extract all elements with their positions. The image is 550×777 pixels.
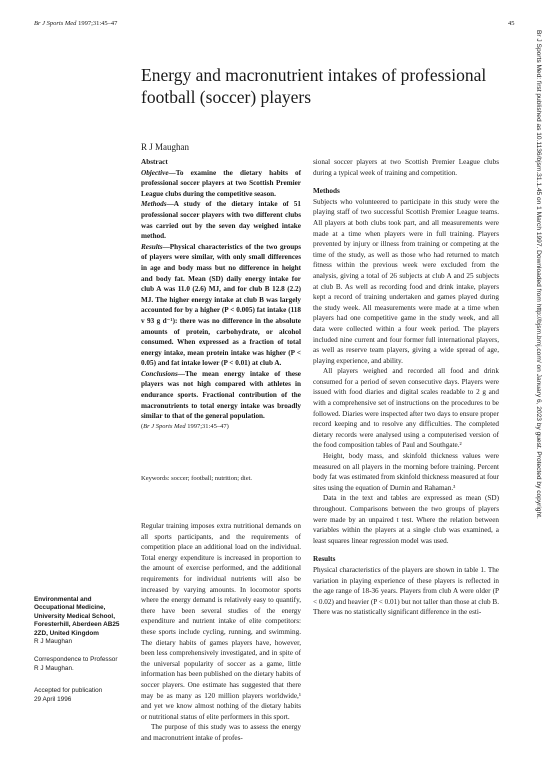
abstract-methods <box>141 199 301 241</box>
methods-label: Methods <box>141 200 167 209</box>
objective-label: Objective <box>141 168 169 177</box>
affiliation-institution: Environmental and Occupational Medicine, University Medical School, Foresterhill, Aberdeen AB25 2ZD, United Kingdom <box>34 596 120 637</box>
intro-paragraph: The purpose of this study was to assess the energy and macronutrient intake of profes- <box>141 723 301 742</box>
journal-citation: 1997;31:45–47 <box>76 20 118 27</box>
abstract-conclusions <box>141 369 301 422</box>
affiliation-block <box>34 596 130 704</box>
running-head <box>34 20 117 27</box>
article-author: R J Maughan <box>141 142 189 152</box>
abstract-heading: Abstract <box>141 158 168 166</box>
side-note-text: Br J Sports Med: first published as 10.1136/bjsm.31.1.45 on 1 March 1997. Downloaded from http://bjsm.bmj.com/ on January 6, 2023 by guest. Protected by copyright. <box>535 30 542 519</box>
abstract-objective <box>141 168 301 200</box>
results-heading: Results <box>313 555 336 564</box>
intro-paragraph: Regular training imposes extra nutritional demands on all sports participants, and the requirements of competition place an additional load on the individual. Total energy expenditure is increased in proportion to the amount of exercise performed, and the additional requirements for individual nutrients will also be increased by varying amounts. In locomotor sports where the energy demand is relatively easy to quantify, there have been several studies of the energy expenditure and nutrient intake of elite competitors: these sports include cycling, running, and swimming. The dietary habits of games players have, however, been less comprehensively investigated, and in spite of the universal popularity of soccer as a game, little information has been published on the dietary habits of soccer players. One estimate has suggested that there may be as many as 120 million players worldwide,¹ and yet we know almost nothing of the dietary habits or nutritional status of elite performers in this sport. <box>141 522 301 721</box>
methods-paragraph: Height, body mass, and skinfold thickness values were measured on all players in the morning before training. Percent body fat was estimated from skinfold thickness measured at four sites using the equation of Durnin and Rahaman.³ <box>313 452 499 492</box>
results-text: —Physical characteristics of the two groups of players were similar, with only small differences in age and body mass but no difference in height and body fat. Mean (SD) daily energy intake for club A was 11.0 (2.6) MJ, and for club B 12.8 (2.2) MJ. The higher energy intake at club B was largely accounted for by a higher (P < 0.005) fat intake (118 v 93 g d⁻¹): there was no difference in the absolute amounts of protein, carbohydrate, or alcohol consumed. When expressed as a fraction of total energy intake, mean protein intake was higher (P < 0.05) and fat intake lower (P < 0.01) at club A. <box>141 242 301 368</box>
abstract-results <box>141 242 301 369</box>
left-column <box>141 157 301 744</box>
conclusions-text: —The mean energy intake of these players was not high compared with athletes in endurance sports. Fractional contribution of the macronutrients to total energy intake was broadly similar to that of the general population. <box>141 369 301 421</box>
citation-journal: Br J Sports Med <box>143 422 186 430</box>
keywords: Keywords: soccer; football; nutrition; diet. <box>141 475 253 483</box>
results-paragraph: Physical characteristics of the players are shown in table 1. The variation in playing experience of these players is reflected in the age range of 18-36 years. Players from club A were older (P < 0.02) and heavier (P < 0.01) but not taller than those at club B. There was no statistically significant difference in the esti- <box>313 565 499 617</box>
results-section <box>313 565 499 618</box>
introduction <box>141 521 301 743</box>
citation-rest: 1997;31:45–47 <box>185 422 227 430</box>
accepted-date: 29 April 1996 <box>34 695 72 703</box>
page-number: 45 <box>508 20 515 27</box>
accepted-label: Accepted for publication <box>34 687 103 695</box>
side-note <box>535 30 543 770</box>
methods-heading: Methods <box>313 187 340 196</box>
methods-paragraph: Data in the text and tables are expressed as mean (SD) throughout. Comparisons between the two groups of players were made by an unpaired t test. Where the relation between variables within the players at a single club was examined, a least squares linear regression model was used. <box>313 494 499 545</box>
journal-name: Br J Sports Med <box>34 20 77 27</box>
methods-text: —A study of the dietary intake of 51 professional soccer players with two different clubs was carried out by the seven day weighed intake method. <box>141 200 301 241</box>
objective-text: —To examine the dietary habits of professional soccer players at two Scottish Premier League clubs during the competitive season. <box>141 168 301 198</box>
abstract-citation: (Br J Sports Med 1997;31:45–47) <box>141 422 229 430</box>
abstract <box>141 157 301 432</box>
correspondence-name: R J Maughan. <box>34 664 74 672</box>
results-label: Results <box>141 242 163 251</box>
right-column <box>313 157 499 618</box>
methods-section <box>313 197 499 547</box>
methods-paragraph: Subjects who volunteered to participate in this study were the playing staff of two successful Scottish Premier League teams. All players at both clubs took part, and all measurements were made at a time when players were in full training. Players prevented by injury or illness from training or competing at the time of the study, as well as those who had returned to match fitness within the previous week were excluded from the analysis, giving a total of 26 subjects at club A and 25 subjects at club B. As well as recording food and drink intake, players kept a record of training undertaken and games played during the study week. All measurements were made at a time when players had one competitive game in the study week, and all data were collected within a four week period. The players included nine current and four former full international players, as well as reserve team players, giving a wide spread of age, playing experience, and ability. <box>313 197 499 365</box>
methods-paragraph: All players weighed and recorded all food and drink consumed for a period of seven consecutive days. Players were issued with food diaries and digital scales readable to 2 g and with a comprehensive set of instructions on the procedures to be followed. Diaries were inspected after two days to ensure proper record keeping and to resolve any difficulties. The completed dietary records were analysed using a computerised version of the food composition tables of Paul and Southgate.² <box>313 367 499 450</box>
affiliation-person: R J Maughan <box>34 638 73 646</box>
conclusions-label: Conclusions <box>141 369 178 378</box>
intro-continued: sional soccer players at two Scottish Premier League clubs during a typical week of training and competition. <box>313 158 499 177</box>
article-title: Energy and macronutrient intakes of professional football (soccer) players <box>141 65 487 107</box>
correspondence-label: Correspondence to Professor <box>34 656 118 664</box>
